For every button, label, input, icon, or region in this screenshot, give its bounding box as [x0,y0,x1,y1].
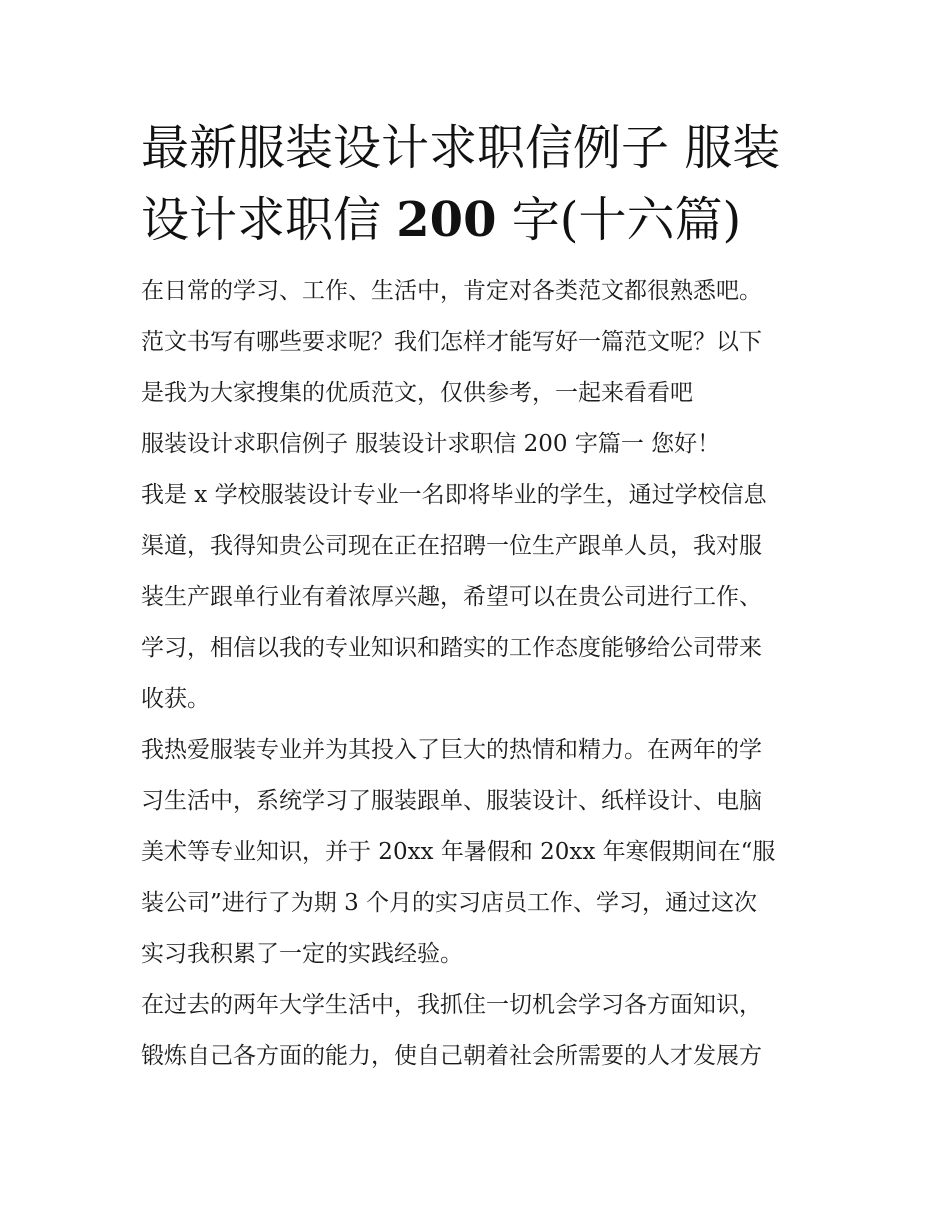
body-line: 美术等专业知识，并于 20xx 年暑假和 20xx 年寒假期间在“服 [141,839,776,865]
document-body [141,266,821,1082]
document-title [141,112,821,256]
body-line: 装生产跟单行业有着浓厚兴趣，希望可以在贵公司进行工作、 [141,584,762,610]
body-line: 范文书写有哪些要求呢？我们怎样才能写好一篇范文呢？以下 [141,329,762,355]
body-line: 收获。 [141,686,210,712]
body-line: 在日常的学习、工作、生活中，肯定对各类范文都很熟悉吧。 [141,278,762,304]
title-line [141,184,821,256]
body-line: 渠道，我得知贵公司现在正在招聘一位生产跟单人员，我对服 [141,533,762,559]
body-line: 我是 x 学校服装设计专业一名即将毕业的学生，通过学校信息 [141,482,767,508]
body-line: 锻炼自己各方面的能力，使自己朝着社会所需要的人才发展方 [141,1043,762,1069]
title-text: 设计求职信 [141,192,382,248]
body-line: 我热爱服装专业并为其投入了巨大的热情和精力。在两年的学 [141,737,762,763]
body-line: 服装设计求职信例子 服装设计求职信 200 字篇一 您好！ [141,431,721,457]
title-line: 最新服装设计求职信例子 服装 [141,120,781,176]
body-line: 习生活中，系统学习了服装跟单、服装设计、纸样设计、电脑 [141,788,762,814]
body-line: 实习我积累了一定的实践经验。 [141,941,463,967]
title-number: 200 [396,192,497,248]
body-line: 装公司”进行了为期 3 个月的实习店员工作、学习，通过这次 [141,890,758,916]
document-content [141,112,821,1082]
body-line: 是我为大家搜集的优质范文，仅供参考，一起来看看吧 [141,380,693,406]
title-text: 字(十六篇) [511,192,742,248]
body-line: 学习，相信以我的专业知识和踏实的工作态度能够给公司带来 [141,635,762,661]
body-line: 在过去的两年大学生活中，我抓住一切机会学习各方面知识， [141,992,762,1018]
